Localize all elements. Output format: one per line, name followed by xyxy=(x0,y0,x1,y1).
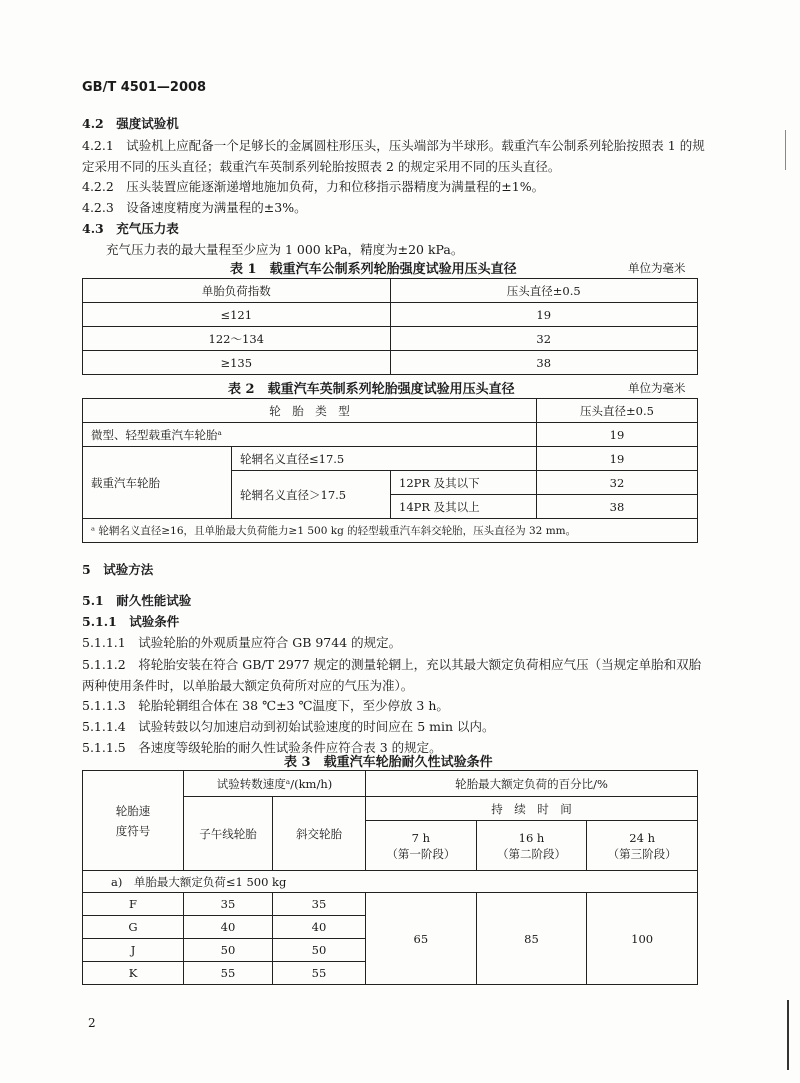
table2-unit: 单位为毫米 xyxy=(628,381,686,395)
table3-cell: 35 xyxy=(273,893,366,916)
section-5-1-1-3-text: 5.1.1.3 轮胎轮辋组合体在 38 ℃±3 ℃温度下，至少停放 3 h。 xyxy=(82,698,449,713)
table3-load-stage-3: 100 xyxy=(587,893,698,985)
section-4-3-text: 充气压力表的最大量程至少应为 1 000 kPa，精度为±20 kPa。 xyxy=(106,242,464,257)
table3-cell: 55 xyxy=(184,962,273,985)
table1-header-diameter: 压头直径±0.5 xyxy=(390,279,698,303)
section-4-2-title: 4.2 强度试验机 xyxy=(82,116,179,131)
table3-caption: 表 3 载重汽车轮胎耐久性试验条件 xyxy=(284,755,493,770)
table3-cell: G xyxy=(83,916,184,939)
table2-header-diameter: 压头直径±0.5 xyxy=(537,399,698,423)
table1-cell: 38 xyxy=(390,351,698,375)
table3 xyxy=(82,770,698,985)
scan-edge-mark xyxy=(785,130,786,170)
table3-load-stage-2: 85 xyxy=(476,893,587,985)
table2-cell: 38 xyxy=(537,495,698,519)
table3-cell: 55 xyxy=(273,962,366,985)
table1-header-load-index: 单胎负荷指数 xyxy=(83,279,391,303)
table2-cell: 32 xyxy=(537,471,698,495)
table3-load-stage-1: 65 xyxy=(366,893,477,985)
table1-unit: 单位为毫米 xyxy=(628,261,686,275)
table2-pr-low: 12PR 及其以下 xyxy=(391,471,537,495)
table2-header-type: 轮 胎 类 型 xyxy=(83,399,537,423)
table2-caption: 表 2 载重汽车英制系列轮胎强度试验用压头直径 xyxy=(228,382,515,397)
table3-header-speed-symbol: 轮胎速度符号 xyxy=(83,771,184,871)
table2-row-micro-light: 微型、轻型载重汽车轮胎ᵃ xyxy=(83,423,537,447)
table3-cell: F xyxy=(83,893,184,916)
section-5-1-1-title: 5.1.1 试验条件 xyxy=(82,614,180,629)
section-4-3-title: 4.3 充气压力表 xyxy=(82,221,179,236)
table3-stage-2: 16 h （第二阶段） xyxy=(476,821,587,871)
table3-cell: 40 xyxy=(184,916,273,939)
table1-cell: 122～134 xyxy=(83,327,391,351)
table2-cell: 19 xyxy=(537,423,698,447)
table3-cell: 50 xyxy=(273,939,366,962)
table3-cell: 40 xyxy=(273,916,366,939)
table3-cell: K xyxy=(83,962,184,985)
table3-cell: 50 xyxy=(184,939,273,962)
section-5-1-1-1-text: 5.1.1.1 试验轮胎的外观质量应符合 GB 9744 的规定。 xyxy=(82,635,402,650)
table3-cell: 35 xyxy=(184,893,273,916)
table3-header-test-speed: 试验转数速度ᵃ/(km/h) xyxy=(184,771,366,797)
section-5-title: 5 试验方法 xyxy=(82,562,154,577)
table2 xyxy=(82,398,698,543)
section-5-1-1-4-text: 5.1.1.4 试验转鼓以匀加速启动到初始试验速度的时间应在 5 min 以内。 xyxy=(82,719,495,734)
table3-header-duration: 持 续 时 间 xyxy=(366,797,698,821)
table3-header-load-percent: 轮胎最大额定负荷的百分比/% xyxy=(366,771,698,797)
table3-header-radial: 子午线轮胎 xyxy=(184,797,273,871)
table1-cell: ≥135 xyxy=(83,351,391,375)
table3-group-label: a) 单胎最大额定负荷≤1 500 kg xyxy=(83,871,698,893)
table2-cell: 19 xyxy=(537,447,698,471)
table3-stage-1: 7 h （第一阶段） xyxy=(366,821,477,871)
table1-caption: 表 1 载重汽车公制系列轮胎强度试验用压头直径 xyxy=(230,262,517,277)
table2-note: ᵃ 轮辋名义直径≥16，且单胎最大负荷能力≥1 500 kg 的轻型载重汽车斜交轮胎，压头直径为 32 mm。 xyxy=(83,519,698,543)
section-4-2-3-text: 4.2.3 设备速度精度为满量程的±3%。 xyxy=(82,200,307,215)
table2-pr-high: 14PR 及其以上 xyxy=(391,495,537,519)
table1-cell: 19 xyxy=(390,303,698,327)
table3-cell: J xyxy=(83,939,184,962)
page-number: 2 xyxy=(88,1016,96,1030)
section-5-1-1-5-text: 5.1.1.5 各速度等级轮胎的耐久性试验条件应符合表 3 的规定。 xyxy=(82,740,442,755)
table2-row-truck: 载重汽车轮胎 xyxy=(83,447,232,519)
scan-edge-line xyxy=(787,1000,789,1070)
table1 xyxy=(82,278,698,375)
section-4-2-1-text: 4.2.1 试验机上应配备一个足够长的金属圆柱形压头，压头端部为半球形。载重汽车公制系列轮胎按照表 1 的规定采用不同的压头直径；载重汽车英制系列轮胎按照表 2 的规定采用不同的压头直径。 xyxy=(82,138,705,174)
table2-rim-small: 轮辋名义直径≤17.5 xyxy=(232,447,537,471)
table2-rim-large: 轮辋名义直径＞17.5 xyxy=(232,471,391,519)
standard-code: GB/T 4501—2008 xyxy=(82,80,207,95)
section-4-2-2-text: 4.2.2 压头装置应能逐渐递增地施加负荷，力和位移指示器精度为满量程的±1%。 xyxy=(82,179,545,194)
table3-stage-3: 24 h （第三阶段） xyxy=(587,821,698,871)
table1-cell: 32 xyxy=(390,327,698,351)
table3-header-bias: 斜交轮胎 xyxy=(273,797,366,871)
section-5-1-title: 5.1 耐久性能试验 xyxy=(82,593,192,608)
table1-cell: ≤121 xyxy=(83,303,391,327)
section-5-1-1-2-text: 5.1.1.2 将轮胎安装在符合 GB/T 2977 规定的测量轮辋上，充以其最大额定负荷相应气压（当规定单胎和双胎两种使用条件时，以单胎最大额定负荷所对应的气压为准）。 xyxy=(82,657,702,693)
